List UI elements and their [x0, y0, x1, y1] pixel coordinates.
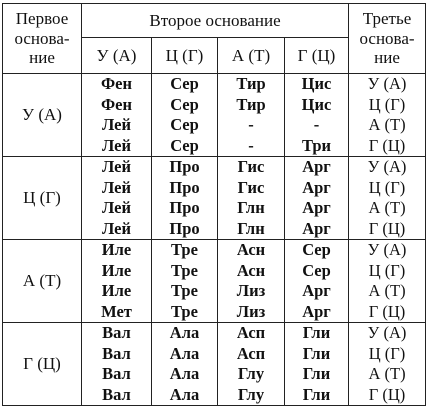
amino-acid: Ала [169, 384, 200, 404]
first-base-header [3, 4, 82, 74]
second-base-column-header: А (Т) [218, 38, 285, 74]
amino-acid-cell [285, 74, 349, 157]
amino-acid: Асп [236, 343, 266, 363]
first-base-cell: У (А) [3, 74, 82, 157]
third-base-label: Г (Ц) [368, 135, 406, 155]
amino-acid-cell [285, 323, 349, 406]
amino-acid: Фен [100, 74, 132, 93]
third-base-label: А (Т) [368, 198, 406, 217]
second-base-column-header: Г (Ц) [285, 38, 349, 74]
amino-acid: Арг [302, 301, 331, 321]
amino-acid: Про [169, 177, 200, 197]
amino-acid: Арг [302, 177, 331, 197]
amino-acid: Гли [302, 323, 331, 342]
amino-acid: Вал [102, 364, 131, 383]
amino-acid: Цис [301, 74, 332, 93]
amino-acid: Ала [169, 323, 200, 342]
amino-acid: Гис [237, 157, 265, 176]
amino-acid: Про [169, 218, 200, 238]
third-base-cell [349, 240, 426, 323]
amino-acid: Ала [169, 364, 200, 383]
amino-acid: Глн [237, 198, 265, 217]
first-base-header-line: основа- [14, 28, 70, 48]
third-base-label: А (Т) [368, 364, 406, 383]
amino-acid: Тир [236, 94, 266, 114]
first-base-header-line: Первое [15, 9, 69, 29]
third-base-label: А (Т) [368, 115, 406, 134]
third-base-label: Ц (Г) [368, 343, 406, 363]
amino-acid: Арг [302, 157, 331, 176]
third-base-header [349, 4, 426, 74]
first-base-header-line: ние [29, 48, 55, 68]
amino-acid-cell [152, 157, 218, 240]
amino-acid: Цис [301, 94, 332, 114]
codon-group-row [3, 323, 426, 406]
amino-acid: Лиз [236, 301, 266, 321]
third-base-label: Ц (Г) [368, 260, 406, 280]
amino-acid: Сер [302, 240, 331, 259]
amino-acid-cell [285, 240, 349, 323]
first-base-cell: Г (Ц) [3, 323, 82, 406]
amino-acid: Сер [302, 260, 331, 280]
amino-acid: Мет [101, 301, 132, 321]
amino-acid: Тир [236, 74, 266, 93]
amino-acid-cell [285, 157, 349, 240]
amino-acid: Про [169, 198, 200, 217]
third-base-header-line: ние [374, 48, 400, 68]
amino-acid: - [313, 115, 320, 134]
amino-acid: Лей [101, 157, 131, 176]
amino-acid: Тре [171, 240, 198, 259]
amino-acid: - [248, 115, 254, 134]
amino-acid: Асн [236, 260, 266, 280]
second-base-column-header: Ц (Г) [152, 38, 218, 74]
amino-acid: Лей [101, 198, 131, 217]
amino-acid: Сер [170, 115, 199, 134]
third-base-label: У (А) [367, 157, 407, 176]
amino-acid: Иле [101, 240, 132, 259]
second-base-header: Второе основание [82, 4, 349, 38]
amino-acid-cell [152, 240, 218, 323]
amino-acid-cell [218, 240, 285, 323]
third-base-label: Ц (Г) [368, 177, 406, 197]
amino-acid: Гли [302, 384, 331, 404]
amino-acid: - [248, 135, 254, 155]
codon-group-row [3, 240, 426, 323]
third-base-label: У (А) [367, 240, 407, 259]
third-base-label: А (Т) [368, 281, 406, 300]
amino-acid: Тре [171, 260, 198, 280]
amino-acid: Асн [236, 240, 266, 259]
amino-acid-cell [82, 323, 152, 406]
amino-acid-cell [82, 74, 152, 157]
third-base-cell [349, 157, 426, 240]
amino-acid: Ала [169, 343, 200, 363]
amino-acid: Сер [170, 94, 199, 114]
amino-acid-cell [82, 157, 152, 240]
amino-acid: Лиз [236, 281, 266, 300]
amino-acid-cell [82, 240, 152, 323]
genetic-code-table [2, 3, 426, 406]
amino-acid: Гли [302, 364, 331, 383]
third-base-cell [349, 74, 426, 157]
amino-acid: Вал [102, 384, 131, 404]
third-base-label: Г (Ц) [368, 218, 406, 238]
amino-acid-cell [152, 74, 218, 157]
amino-acid-cell [218, 74, 285, 157]
amino-acid: Лей [101, 177, 131, 197]
amino-acid-cell [152, 323, 218, 406]
amino-acid: Вал [102, 343, 131, 363]
first-base-cell: А (Т) [3, 240, 82, 323]
amino-acid: Сер [170, 135, 199, 155]
amino-acid: Лей [101, 115, 131, 134]
amino-acid: Арг [302, 281, 331, 300]
amino-acid: Про [169, 157, 200, 176]
amino-acid: Лей [101, 135, 131, 155]
amino-acid: Тре [171, 301, 198, 321]
amino-acid: Гис [237, 177, 265, 197]
codon-group-row [3, 157, 426, 240]
third-base-label: Г (Ц) [368, 384, 406, 404]
amino-acid: Сер [170, 74, 199, 93]
third-base-header-line: Третье [362, 9, 412, 29]
third-base-label: Ц (Г) [368, 94, 406, 114]
amino-acid: Фен [100, 94, 132, 114]
third-base-cell [349, 323, 426, 406]
third-base-header-line: основа- [359, 28, 415, 48]
amino-acid: Три [301, 135, 332, 155]
amino-acid: Глу [237, 384, 265, 404]
amino-acid: Глн [237, 218, 265, 238]
amino-acid: Лей [101, 218, 131, 238]
amino-acid: Тре [171, 281, 198, 300]
codon-group-row [3, 74, 426, 157]
amino-acid-cell [218, 323, 285, 406]
first-base-cell: Ц (Г) [3, 157, 82, 240]
amino-acid-cell [218, 157, 285, 240]
amino-acid: Иле [101, 281, 132, 300]
amino-acid: Арг [302, 218, 331, 238]
third-base-label: У (А) [367, 323, 407, 342]
amino-acid: Иле [101, 260, 132, 280]
amino-acid: Асп [236, 323, 266, 342]
amino-acid: Арг [302, 198, 331, 217]
third-base-label: Г (Ц) [368, 301, 406, 321]
amino-acid: Глу [237, 364, 265, 383]
amino-acid: Гли [302, 343, 331, 363]
amino-acid: Вал [102, 323, 131, 342]
second-base-column-header: У (А) [82, 38, 152, 74]
third-base-label: У (А) [367, 74, 407, 93]
